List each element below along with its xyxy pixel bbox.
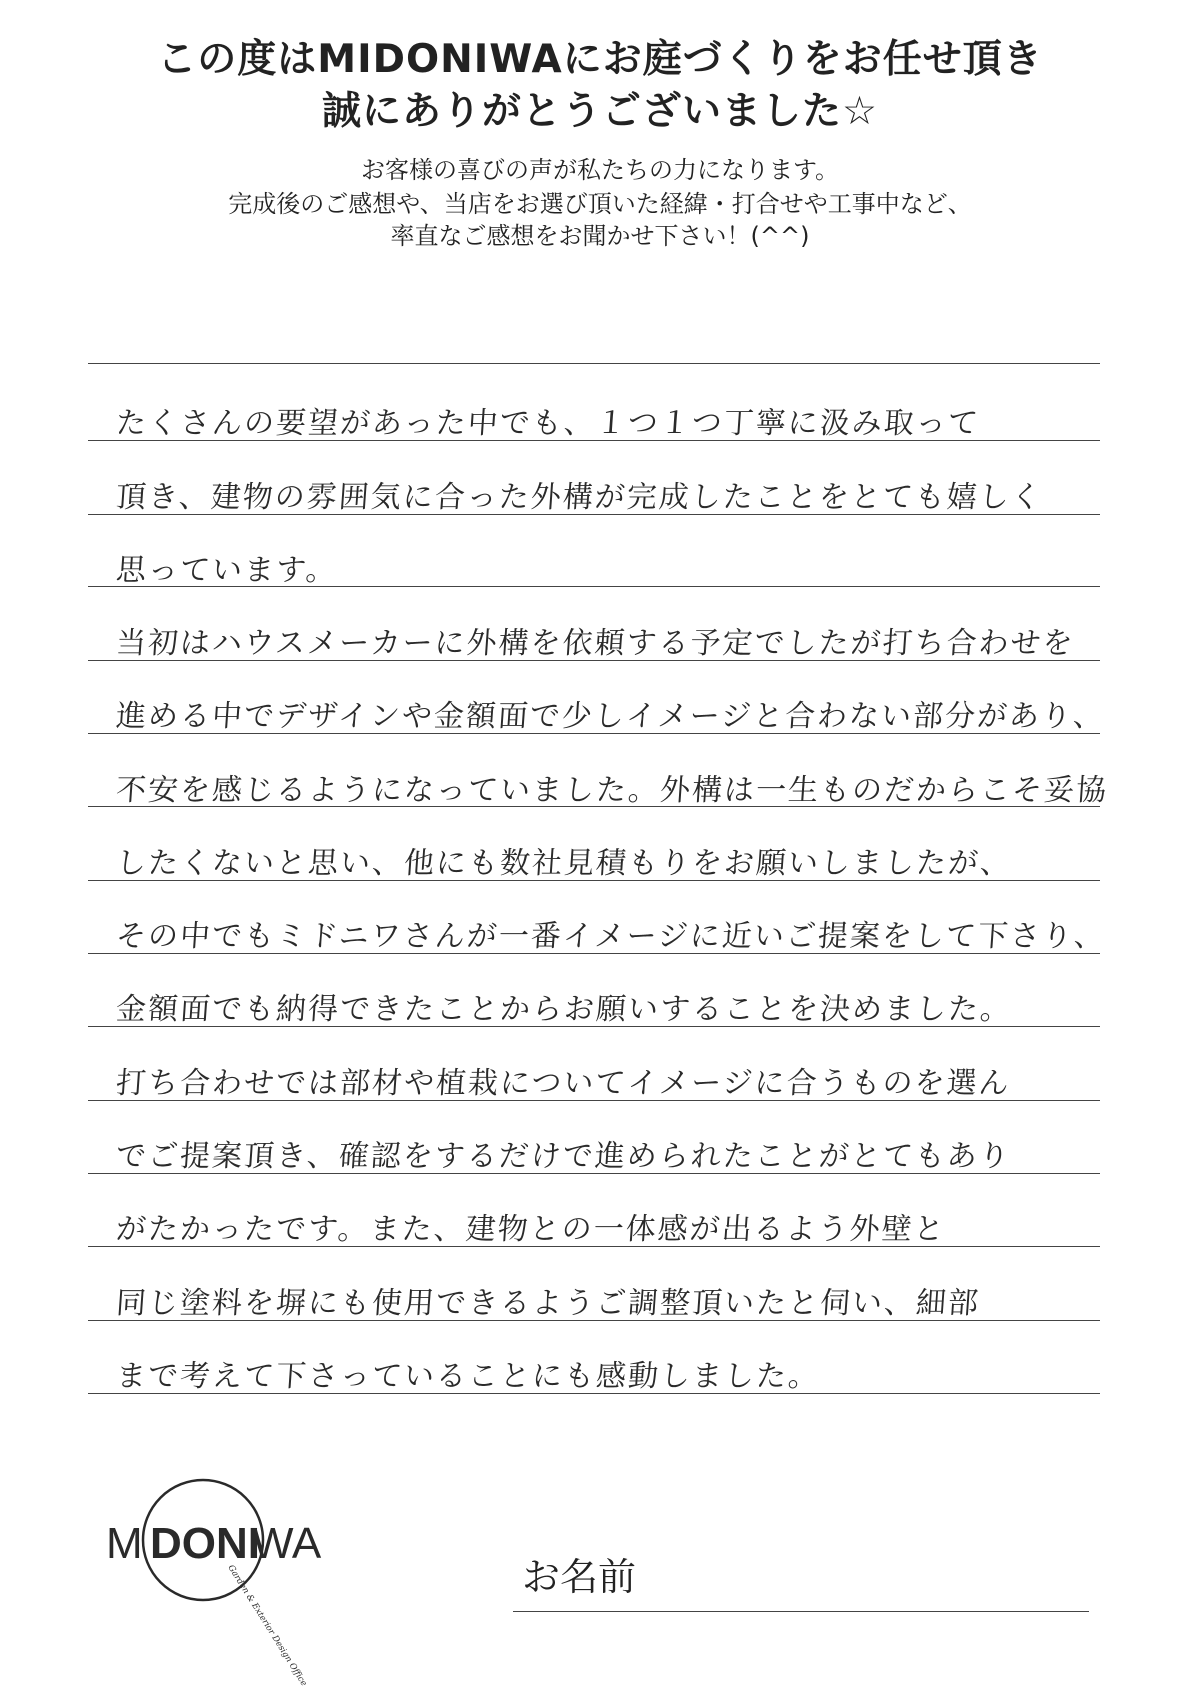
comment-line: したくないと思い、他にも数社見積もりをお願いしましたが、 <box>114 846 1014 881</box>
ruled-line <box>88 1173 1100 1174</box>
ruled-line <box>88 660 1100 661</box>
comment-line: でご提案頂き、確認をするだけで進められたことがとてもあり <box>114 1139 1013 1174</box>
comment-line: 思っています。 <box>114 553 339 588</box>
comment-line: 打ち合わせでは部材や植栽についてイメージに合うものを選ん <box>114 1066 1012 1101</box>
comment-line: たくさんの要望があった中でも、１つ１つ丁寧に汲み取って <box>114 406 981 441</box>
header-subtitle-line1: お客様の喜びの声が私たちの力になります。 <box>360 156 840 184</box>
comment-line: がたかったです。また、建物との一体感が出るよう外壁と <box>114 1212 947 1247</box>
svg-text:WA: WA <box>252 1519 322 1568</box>
svg-text:DONI: DONI <box>150 1519 260 1568</box>
ruled-line <box>88 363 1100 364</box>
header-subtitle-line3: 率直なご感想をお聞かせ下さい！(^^) <box>390 222 810 250</box>
ruled-line <box>88 1026 1100 1027</box>
comment-line: その中でもミドニワさんが一番イメージに近いご提案をして下さり、 <box>114 919 1108 954</box>
name-label: お名前 <box>522 1555 637 1599</box>
header-subtitle-line2: 完成後のご感想や、当店をお選び頂いた経緯・打合せや工事中など、 <box>228 190 972 218</box>
ruled-line <box>88 953 1100 954</box>
ruled-line <box>88 733 1100 734</box>
comment-line: 同じ塗料を塀にも使用できるようご調整頂いたと伺い、細部 <box>114 1286 982 1321</box>
comment-line: まで考えて下さっていることにも感動しました。 <box>114 1359 822 1394</box>
header-title-line1: この度はMIDONIWAにお庭づくりをお任せ頂き <box>157 37 1043 82</box>
midoniwa-logo <box>100 1470 322 1689</box>
ruled-line <box>88 440 1100 441</box>
svg-text:Garden & Exterior Design Offic: Garden & Exterior Design Office <box>225 1563 309 1689</box>
ruled-line <box>88 1246 1100 1247</box>
header-title-line2: 誠にありがとうございました☆ <box>322 89 878 134</box>
comment-line: 頂き、建物の雰囲気に合った外構が完成したことをとても嬉しく <box>114 480 1045 515</box>
comment-line: 当初はハウスメーカーに外構を依頼する予定でしたが打ち合わせを <box>114 626 1076 661</box>
ruled-line <box>88 806 1100 807</box>
comment-line: 進める中でデザインや金額面で少しイメージと合わない部分があり、 <box>114 699 1107 734</box>
ruled-line <box>88 586 1100 587</box>
name-signature-line[interactable] <box>513 1611 1089 1612</box>
ruled-line <box>88 1100 1100 1101</box>
ruled-line <box>88 1393 1100 1394</box>
comment-line: 不安を感じるようになっていました。外構は一生ものだからこそ妥協 <box>114 773 1110 808</box>
ruled-line <box>88 1320 1100 1321</box>
svg-text:M: M <box>106 1519 143 1568</box>
comment-line: 金額面でも納得できたことからお願いすることを決めました。 <box>114 992 1014 1027</box>
ruled-line <box>88 880 1100 881</box>
ruled-line <box>88 514 1100 515</box>
